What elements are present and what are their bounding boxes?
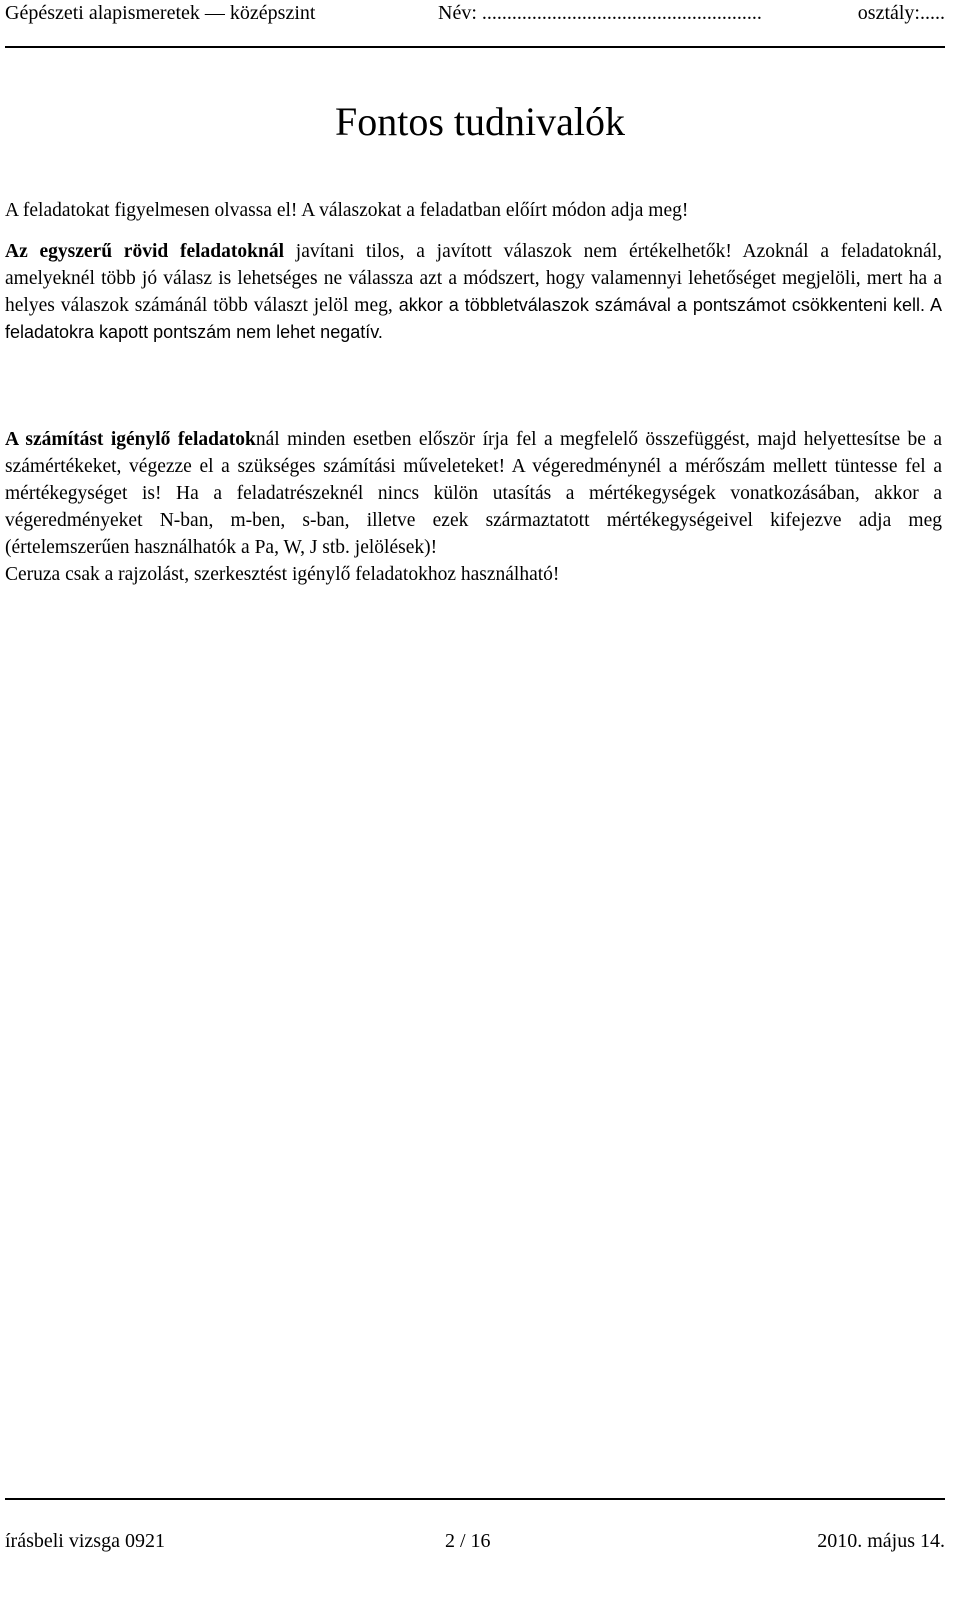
footer-date: 2010. május 14.: [817, 1530, 945, 1552]
footer-exam-code: írásbeli vizsga 0921: [5, 1530, 165, 1552]
header-class-field: osztály:.....: [857, 2, 945, 24]
paragraph-2-sans-text: akkor a többletválaszok számával a pontszámot csökkenteni kell. A feladatokra kapott pontszám nem lehet negatív.: [5, 295, 942, 342]
header-subject: Gépészeti alapismeretek — középszint: [5, 2, 316, 24]
footer-page-number: 2 / 16: [445, 1530, 491, 1552]
header-name-field: Név: ........................................................: [438, 2, 762, 24]
paragraph-3-text: nál minden esetben először írja fel a megfelelő összefüggést, majd helyettesítse be a számértékeket, végezze el a szükséges számítási műveleteket! A végeredménynél a mérőszám mellett tüntesse fel a mértékegységet is! Ha a feladatrészeknél nincs külön utasítás a mértékegységek vonatkozásában, akkor a végeredményeket N-ban, m-ben, s-ban, illetve ezek származtatott mértékegységeivel kifejezve adja meg (értelemszerűen használhatók a Pa, W, J stb. jelölések)!: [5, 429, 943, 558]
page-footer: [5, 1498, 945, 1560]
instruction-paragraph-2: [5, 238, 942, 346]
page-title: Fontos tudnivalók: [334, 99, 626, 144]
pencil-note: Ceruza csak a rajzolást, szerkesztést igénylő feladatokhoz használható!: [5, 564, 560, 585]
instruction-paragraph-3: [5, 426, 942, 588]
paragraph-2-text: javítani tilos, a javított válaszok nem értékelhetők! Azoknál a feladatoknál, amelyeknél több jó válasz is lehetséges ne válassza azt a módszert, hogy valamennyi lehetőséget megjelöli, mert ha a helyes válaszok számánál több választ jelöl meg,: [5, 241, 942, 316]
instruction-paragraph-1: A feladatokat figyelmesen olvassa el! A válaszokat a feladatban előírt módon adja meg!: [5, 200, 689, 221]
bold-lead: Az egyszerű rövid feladatoknál: [5, 241, 285, 262]
bold-lead: A számítást igénylő feladatok: [5, 429, 256, 450]
page-header: [5, 0, 945, 48]
